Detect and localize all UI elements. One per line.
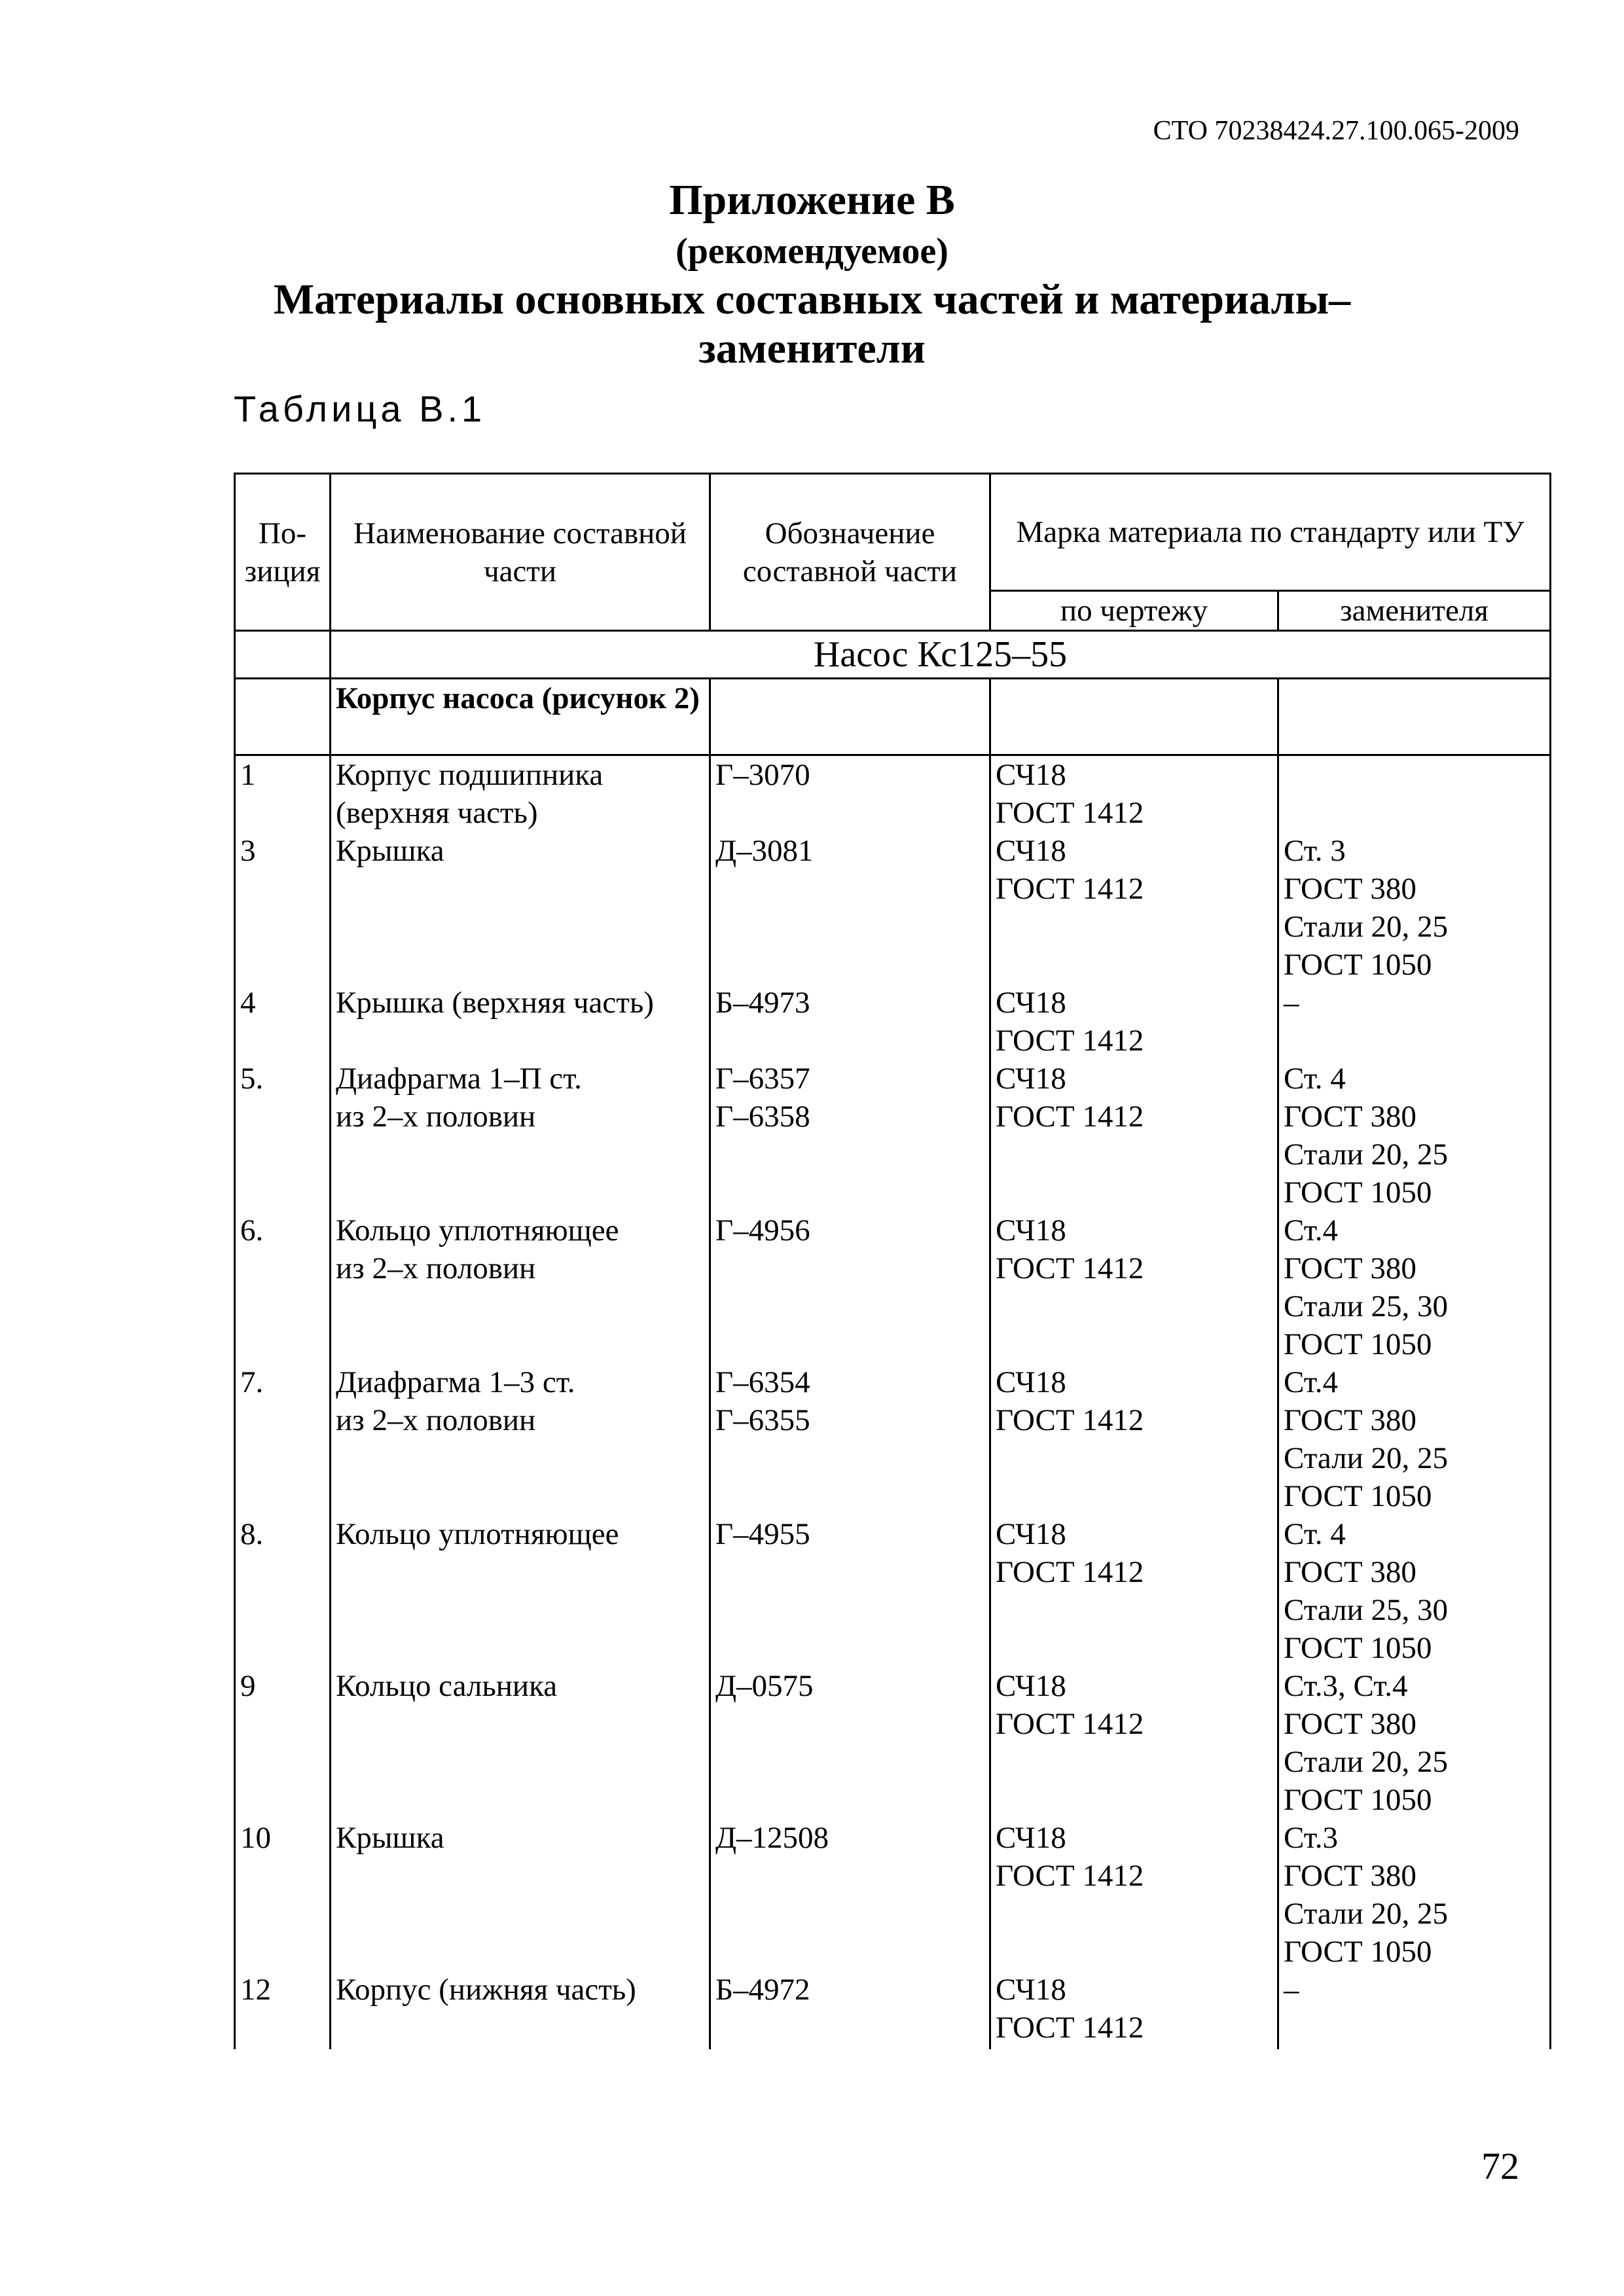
cell-material-substitute: [1278, 832, 1551, 984]
cell-material-substitute-line: ГОСТ 380: [1284, 1555, 1416, 1589]
cell-material-substitute: [1278, 1363, 1551, 1515]
cell-material-drawing-line: СЧ18: [996, 834, 1066, 868]
group-title: Корпус насоса (рисунок 2): [331, 679, 710, 755]
cell-material-drawing: [990, 1819, 1278, 1971]
cell-designation-line: Б–4973: [715, 986, 810, 1020]
cell-designation-line: Г–6354: [715, 1365, 810, 1399]
cell-name-line: Кольцо уплотняющее: [336, 1213, 619, 1247]
cell-designation: [710, 1211, 990, 1363]
cell-name: [331, 1060, 710, 1211]
cell-material-substitute-line: ГОСТ 1050: [1284, 1783, 1432, 1817]
cell-material-substitute-line: Ст.4: [1284, 1365, 1338, 1399]
table-row: [235, 1363, 1551, 1515]
cell-material-drawing: [990, 755, 1278, 833]
cell-name-line: Крышка: [336, 1821, 444, 1855]
table-label: Таблица В.1: [234, 388, 486, 429]
cell-name-line: Крышка (верхняя часть): [336, 986, 654, 1020]
cell-material-substitute-line: ГОСТ 380: [1284, 872, 1416, 906]
cell-material-substitute-line: ГОСТ 1050: [1284, 1631, 1432, 1665]
cell-material-substitute-line: ГОСТ 1050: [1284, 1479, 1432, 1513]
appendix-title: Приложение В: [669, 176, 955, 224]
cell-material-substitute: [1278, 1819, 1551, 1971]
cell-material-drawing: [990, 1667, 1278, 1819]
cell-designation: [710, 1363, 990, 1515]
cell-material-drawing-line: ГОСТ 1412: [996, 1707, 1144, 1741]
cell-material-drawing-line: ГОСТ 1412: [996, 796, 1144, 830]
cell-designation: [710, 1971, 990, 2047]
group-row-spacer: [1278, 679, 1551, 755]
document-code: СТО 70238424.27.100.065-2009: [1153, 116, 1519, 146]
header-by-drawing: по чертежу: [990, 591, 1278, 631]
group-row-spacer: [710, 679, 990, 755]
cell-material-drawing-line: СЧ18: [996, 1517, 1066, 1551]
cell-position: [235, 1667, 331, 1819]
cell-material-drawing: [990, 1211, 1278, 1363]
cell-name: [331, 1971, 710, 2047]
cell-material-drawing-line: СЧ18: [996, 1365, 1066, 1399]
cell-position-line: 8.: [240, 1517, 264, 1551]
cell-material-drawing-line: ГОСТ 1412: [996, 1403, 1144, 1437]
cell-designation: [710, 755, 990, 833]
cell-material-substitute-line: ГОСТ 380: [1284, 1100, 1416, 1134]
cell-position: [235, 832, 331, 984]
cell-material-substitute-line: ГОСТ 1050: [1284, 1175, 1432, 1210]
cell-material-substitute-line: Ст. 3: [1284, 834, 1346, 868]
cell-material-drawing-line: СЧ18: [996, 1973, 1066, 2007]
cell-material-substitute: [1278, 1971, 1551, 2047]
cell-material-substitute-line: Ст. 4: [1284, 1517, 1346, 1551]
cell-designation: [710, 984, 990, 1060]
cell-position: [235, 1971, 331, 2047]
cell-material-drawing-line: ГОСТ 1412: [996, 1100, 1144, 1134]
cell-position-line: 5.: [240, 1062, 264, 1096]
cell-material-substitute-line: ГОСТ 380: [1284, 1251, 1416, 1285]
header-material: Марка материала по стандарту или ТУ: [990, 474, 1551, 591]
table-row: [235, 984, 1551, 1060]
cell-material-drawing-line: СЧ18: [996, 1821, 1066, 1855]
cell-material-substitute: [1278, 1667, 1551, 1819]
appendix-heading-line-1: Материалы основных составных частей и материалы–: [273, 276, 1351, 323]
cell-designation-line: Д–3081: [715, 834, 814, 868]
group-row-spacer: [235, 679, 331, 755]
cell-material-substitute: [1278, 755, 1551, 833]
cell-material-substitute-line: ГОСТ 1050: [1284, 1327, 1432, 1361]
cell-material-substitute: [1278, 1515, 1551, 1667]
cell-material-drawing-line: СЧ18: [996, 758, 1066, 792]
cell-material-drawing: [990, 1363, 1278, 1515]
cell-name: [331, 1211, 710, 1363]
spacer-cell: [331, 2047, 710, 2049]
cell-material-drawing-line: ГОСТ 1412: [996, 2011, 1144, 2045]
cell-material-drawing-line: СЧ18: [996, 1213, 1066, 1247]
cell-name-line: Корпус (нижняя часть): [336, 1973, 636, 2007]
cell-designation-line: Г–6355: [715, 1403, 810, 1437]
spacer-cell: [710, 2047, 990, 2049]
cell-name-line: Диафрагма 1–П ст.: [336, 1062, 582, 1096]
cell-material-drawing-line: СЧ18: [996, 986, 1066, 1020]
cell-position-line: 12: [240, 1973, 271, 2007]
cell-name: [331, 1819, 710, 1971]
cell-material-substitute-line: Ст.3, Ст.4: [1284, 1669, 1408, 1703]
cell-material-substitute-line: Ст.4: [1284, 1213, 1338, 1247]
cell-material-drawing: [990, 832, 1278, 984]
cell-material-substitute-line: Стали 25, 30: [1284, 1593, 1448, 1627]
appendix-status: (рекомендуемое): [676, 231, 948, 272]
cell-material-substitute: [1278, 1211, 1551, 1363]
cell-material-drawing-line: ГОСТ 1412: [996, 1555, 1144, 1589]
cell-position: [235, 984, 331, 1060]
cell-material-substitute-line: ГОСТ 1050: [1284, 1935, 1432, 1969]
group-row-spacer: [990, 679, 1278, 755]
pump-title: Насос Кс125–55: [331, 631, 1551, 679]
cell-material-substitute-line: Стали 20, 25: [1284, 1745, 1448, 1779]
cell-material-substitute-line: ГОСТ 380: [1284, 1707, 1416, 1741]
cell-position-line: 1: [240, 758, 256, 792]
cell-position-line: 10: [240, 1821, 271, 1855]
cell-designation: [710, 1060, 990, 1211]
cell-material-substitute-line: Стали 20, 25: [1284, 1138, 1448, 1172]
cell-material-drawing-line: СЧ18: [996, 1669, 1066, 1703]
cell-position-line: 6.: [240, 1213, 264, 1247]
cell-position: [235, 1060, 331, 1211]
table-row: [235, 832, 1551, 984]
cell-name: [331, 755, 710, 833]
cell-material-drawing: [990, 1971, 1278, 2047]
cell-designation-line: Г–3070: [715, 758, 810, 792]
pump-row-spacer: [235, 631, 331, 679]
cell-material-drawing-line: ГОСТ 1412: [996, 1024, 1144, 1058]
cell-material-drawing: [990, 1515, 1278, 1667]
table-bottom-spacer: [235, 2047, 1551, 2049]
cell-material-substitute-line: ГОСТ 380: [1284, 1403, 1416, 1437]
cell-material-substitute-line: Стали 20, 25: [1284, 1441, 1448, 1475]
cell-position: [235, 1211, 331, 1363]
table-row: [235, 1667, 1551, 1819]
cell-material-drawing-line: ГОСТ 1412: [996, 872, 1144, 906]
cell-material-substitute-line: ГОСТ 380: [1284, 1859, 1416, 1893]
cell-material-drawing-line: ГОСТ 1412: [996, 1251, 1144, 1285]
cell-name-line: из 2–х половин: [336, 1403, 536, 1437]
cell-name-line: (верхняя часть): [336, 796, 538, 830]
cell-material-drawing: [990, 984, 1278, 1060]
appendix-heading-line-2: заменители: [698, 325, 926, 372]
cell-designation-line: Г–6358: [715, 1100, 810, 1134]
cell-material-substitute-line: ГОСТ 1050: [1284, 948, 1432, 982]
spacer-cell: [990, 2047, 1278, 2049]
cell-material-drawing-line: ГОСТ 1412: [996, 1859, 1144, 1893]
cell-position: [235, 1515, 331, 1667]
cell-designation: [710, 1667, 990, 1819]
cell-name-line: Кольцо уплотняющее: [336, 1517, 619, 1551]
materials-table: [234, 473, 1551, 2049]
cell-designation-line: Д–12508: [715, 1821, 829, 1855]
table-row: [235, 1211, 1551, 1363]
header-position: По- зиция: [235, 474, 331, 631]
cell-name-line: из 2–х половин: [336, 1100, 536, 1134]
cell-material-substitute-line: Стали 20, 25: [1284, 910, 1448, 944]
header-name: Наименование составной части: [331, 474, 710, 631]
cell-material-substitute-line: –: [1284, 1973, 1299, 2007]
cell-designation-line: Г–6357: [715, 1062, 810, 1096]
cell-designation: [710, 1819, 990, 1971]
cell-name-line: Кольцо сальника: [336, 1669, 558, 1703]
cell-name-line: из 2–х половин: [336, 1251, 536, 1285]
cell-material-substitute: [1278, 1060, 1551, 1211]
cell-name: [331, 1363, 710, 1515]
cell-name-line: Корпус подшипника: [336, 758, 604, 792]
cell-designation: [710, 1515, 990, 1667]
cell-position: [235, 755, 331, 833]
cell-name-line: Крышка: [336, 834, 444, 868]
cell-designation-line: Г–4955: [715, 1517, 810, 1551]
cell-position-line: 7.: [240, 1365, 264, 1399]
cell-position-line: 4: [240, 986, 256, 1020]
table-row: [235, 1971, 1551, 2047]
cell-material-substitute-line: –: [1284, 986, 1299, 1020]
spacer-cell: [235, 2047, 331, 2049]
cell-name: [331, 1667, 710, 1819]
cell-designation: [710, 832, 990, 984]
header-designation: Обозначение составной части: [710, 474, 990, 631]
cell-name-line: Диафрагма 1–3 ст.: [336, 1365, 575, 1399]
table-row: [235, 1060, 1551, 1211]
cell-name: [331, 832, 710, 984]
table-row: [235, 1819, 1551, 1971]
table-row: [235, 755, 1551, 833]
cell-designation-line: Г–4956: [715, 1213, 810, 1247]
cell-material-substitute-line: Ст.3: [1284, 1821, 1338, 1855]
table-row: [235, 1515, 1551, 1667]
cell-material-drawing: [990, 1060, 1278, 1211]
spacer-cell: [1278, 2047, 1551, 2049]
cell-name: [331, 984, 710, 1060]
cell-designation-line: Д–0575: [715, 1669, 814, 1703]
cell-material-substitute: [1278, 984, 1551, 1060]
cell-material-substitute-line: Стали 20, 25: [1284, 1897, 1448, 1931]
cell-position: [235, 1363, 331, 1515]
cell-position-line: 9: [240, 1669, 256, 1703]
cell-material-substitute-line: Ст. 4: [1284, 1062, 1346, 1096]
page-number: 72: [1481, 2145, 1519, 2187]
cell-position-line: 3: [240, 834, 256, 868]
cell-material-substitute-line: Стали 25, 30: [1284, 1289, 1448, 1323]
cell-name: [331, 1515, 710, 1667]
cell-position: [235, 1819, 331, 1971]
cell-designation-line: Б–4972: [715, 1973, 810, 2007]
cell-material-drawing-line: СЧ18: [996, 1062, 1066, 1096]
header-substitute: заменителя: [1278, 591, 1551, 631]
